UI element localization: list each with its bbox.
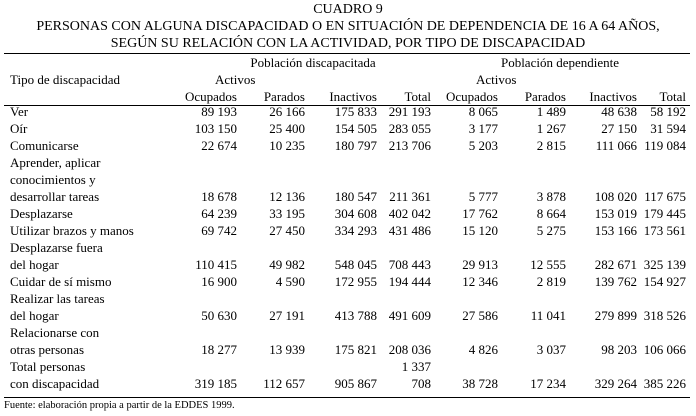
table-cell: 103 150 [194, 121, 237, 136]
column-header: Inactivos [329, 89, 377, 104]
table-cell: 402 042 [388, 206, 431, 221]
row-label: Oír [10, 121, 28, 136]
row-label: otras personas [10, 342, 85, 357]
table-title-line-2: SEGÚN SU RELACIÓN CON LA ACTIVIDAD, POR TIPO DE DISCAPACIDAD [110, 36, 586, 51]
table-cell: 12 346 [462, 274, 498, 289]
table-cell: 117 675 [644, 189, 686, 204]
group-header-discapacitada: Población discapacitada [250, 55, 376, 70]
top-rule [4, 53, 690, 54]
row-label: Desplazarse fuera [10, 240, 103, 255]
table-cell: 89 193 [201, 104, 237, 119]
table-number: CUADRO 9 [313, 2, 383, 17]
table-cell: 106 066 [643, 342, 686, 357]
table-cell: 64 239 [201, 206, 237, 221]
row-label-header: Tipo de discapacidad [10, 72, 120, 87]
row-label: Utilizar brazos y manos [10, 223, 134, 238]
table-cell: 282 671 [594, 257, 637, 272]
row-label: Cuidar de sí mismo [10, 274, 112, 289]
table-cell: 548 045 [334, 257, 377, 272]
activos-header-1: Activos [215, 72, 256, 87]
table-cell: 27 191 [269, 308, 305, 323]
column-header: Ocupados [446, 89, 498, 104]
table-cell: 26 166 [269, 104, 305, 119]
table-cell: 22 674 [201, 138, 237, 153]
table-cell: 291 193 [388, 104, 431, 119]
table-cell: 172 955 [334, 274, 377, 289]
table-cell: 10 235 [269, 138, 305, 153]
table-cell: 154 927 [643, 274, 686, 289]
table-cell: 49 982 [269, 257, 305, 272]
table-cell: 48 638 [601, 104, 637, 119]
table-cell: 318 526 [643, 308, 686, 323]
table-cell: 3 177 [468, 121, 498, 136]
table-cell: 13 939 [269, 342, 305, 357]
column-header: Total [659, 89, 686, 104]
table-cell: 329 264 [594, 376, 637, 391]
table-cell: 491 609 [388, 308, 431, 323]
row-label: del hogar [10, 308, 59, 323]
row-label: Desplazarse [10, 206, 73, 221]
table-cell: 27 586 [462, 308, 498, 323]
table-cell: 3 878 [536, 189, 566, 204]
row-label: Total personas [10, 359, 86, 374]
column-header: Parados [524, 89, 566, 104]
table-cell: 25 400 [269, 121, 305, 136]
column-header: Ocupados [185, 89, 237, 104]
table-cell: 279 899 [594, 308, 637, 323]
table-cell: 17 234 [530, 376, 566, 391]
table-cell: 31 594 [650, 121, 686, 136]
source-note: Fuente: elaboración propia a partir de la EDDES 1999. [4, 400, 235, 411]
table-cell: 15 120 [462, 223, 498, 238]
row-label: conocimientos y [10, 172, 96, 187]
table-cell: 154 505 [334, 121, 377, 136]
table-cell: 208 036 [388, 342, 431, 357]
table-cell: 1 267 [536, 121, 566, 136]
table-cell: 304 608 [334, 206, 377, 221]
table-cell: 18 678 [201, 189, 237, 204]
table-cell: 112 657 [263, 376, 305, 391]
table-cell: 213 706 [388, 138, 431, 153]
table-cell: 29 913 [462, 257, 498, 272]
table-cell: 1 489 [536, 104, 566, 119]
table-cell: 153 166 [594, 223, 637, 238]
table-cell: 8 664 [536, 206, 566, 221]
table-cell: 180 547 [334, 189, 377, 204]
table-cell: 98 203 [601, 342, 637, 357]
table-cell: 334 293 [334, 223, 377, 238]
activos-header-2: Activos [476, 72, 517, 87]
table-cell: 179 445 [643, 206, 686, 221]
table-cell: 3 037 [536, 342, 566, 357]
table-cell: 283 055 [388, 121, 431, 136]
table-cell: 4 826 [468, 342, 498, 357]
table-cell: 16 900 [201, 274, 237, 289]
row-label: con discapacidad [10, 376, 100, 391]
column-header: Inactivos [589, 89, 637, 104]
table-cell: 33 195 [269, 206, 305, 221]
table-cell: 50 630 [201, 308, 237, 323]
table-cell: 5 203 [468, 138, 498, 153]
table-cell: 17 762 [462, 206, 498, 221]
table-cell: 5 777 [468, 189, 498, 204]
table-cell: 1 337 [401, 359, 431, 374]
table-cell: 325 139 [643, 257, 686, 272]
row-label: Comunicarse [10, 138, 79, 153]
table-cell: 175 821 [334, 342, 377, 357]
table-cell: 27 150 [601, 121, 637, 136]
table-cell: 5 275 [536, 223, 566, 238]
table-cell: 175 833 [334, 104, 377, 119]
table-cell: 413 788 [334, 308, 377, 323]
table-cell: 194 444 [388, 274, 431, 289]
table-cell: 12 555 [530, 257, 566, 272]
group-header-dependiente: Población dependiente [500, 55, 620, 70]
row-label: Aprender, aplicar [10, 155, 101, 170]
table-cell: 119 084 [644, 138, 686, 153]
row-label: desarrollar tareas [10, 189, 100, 204]
table-cell: 708 [411, 376, 431, 391]
table-cell: 111 066 [595, 138, 637, 153]
table-cell: 110 415 [195, 257, 237, 272]
table-cell: 11 041 [530, 308, 566, 323]
table-cell: 2 819 [536, 274, 566, 289]
table-cell: 58 192 [650, 104, 686, 119]
table-cell: 708 443 [388, 257, 431, 272]
table-cell: 905 867 [334, 376, 377, 391]
bottom-rule [4, 397, 690, 398]
table-cell: 18 277 [201, 342, 237, 357]
row-label: Ver [10, 104, 29, 119]
table-cell: 385 226 [643, 376, 686, 391]
table-cell: 38 728 [462, 376, 498, 391]
column-header: Total [404, 89, 431, 104]
table-cell: 69 742 [201, 223, 237, 238]
table-cell: 4 590 [275, 274, 305, 289]
table-cell: 27 450 [269, 223, 305, 238]
row-label: Realizar las tareas [10, 291, 105, 306]
table-cell: 2 815 [536, 138, 566, 153]
table-title-line-1: PERSONAS CON ALGUNA DISCAPACIDAD O EN SITUACIÓN DE DEPENDENCIA DE 16 A 64 AÑOS, [36, 19, 660, 34]
table-cell: 173 561 [643, 223, 686, 238]
table-cell: 8 065 [468, 104, 498, 119]
table-cell: 319 185 [194, 376, 237, 391]
row-label: del hogar [10, 257, 59, 272]
table-cell: 180 797 [334, 138, 377, 153]
table-cell: 108 020 [594, 189, 637, 204]
table-cell: 12 136 [269, 189, 305, 204]
table-cell: 431 486 [388, 223, 431, 238]
row-label: Relacionarse con [10, 325, 100, 340]
table-cell: 211 361 [389, 189, 431, 204]
table-cell: 139 762 [594, 274, 637, 289]
column-header: Parados [263, 89, 305, 104]
table-cell: 153 019 [594, 206, 637, 221]
